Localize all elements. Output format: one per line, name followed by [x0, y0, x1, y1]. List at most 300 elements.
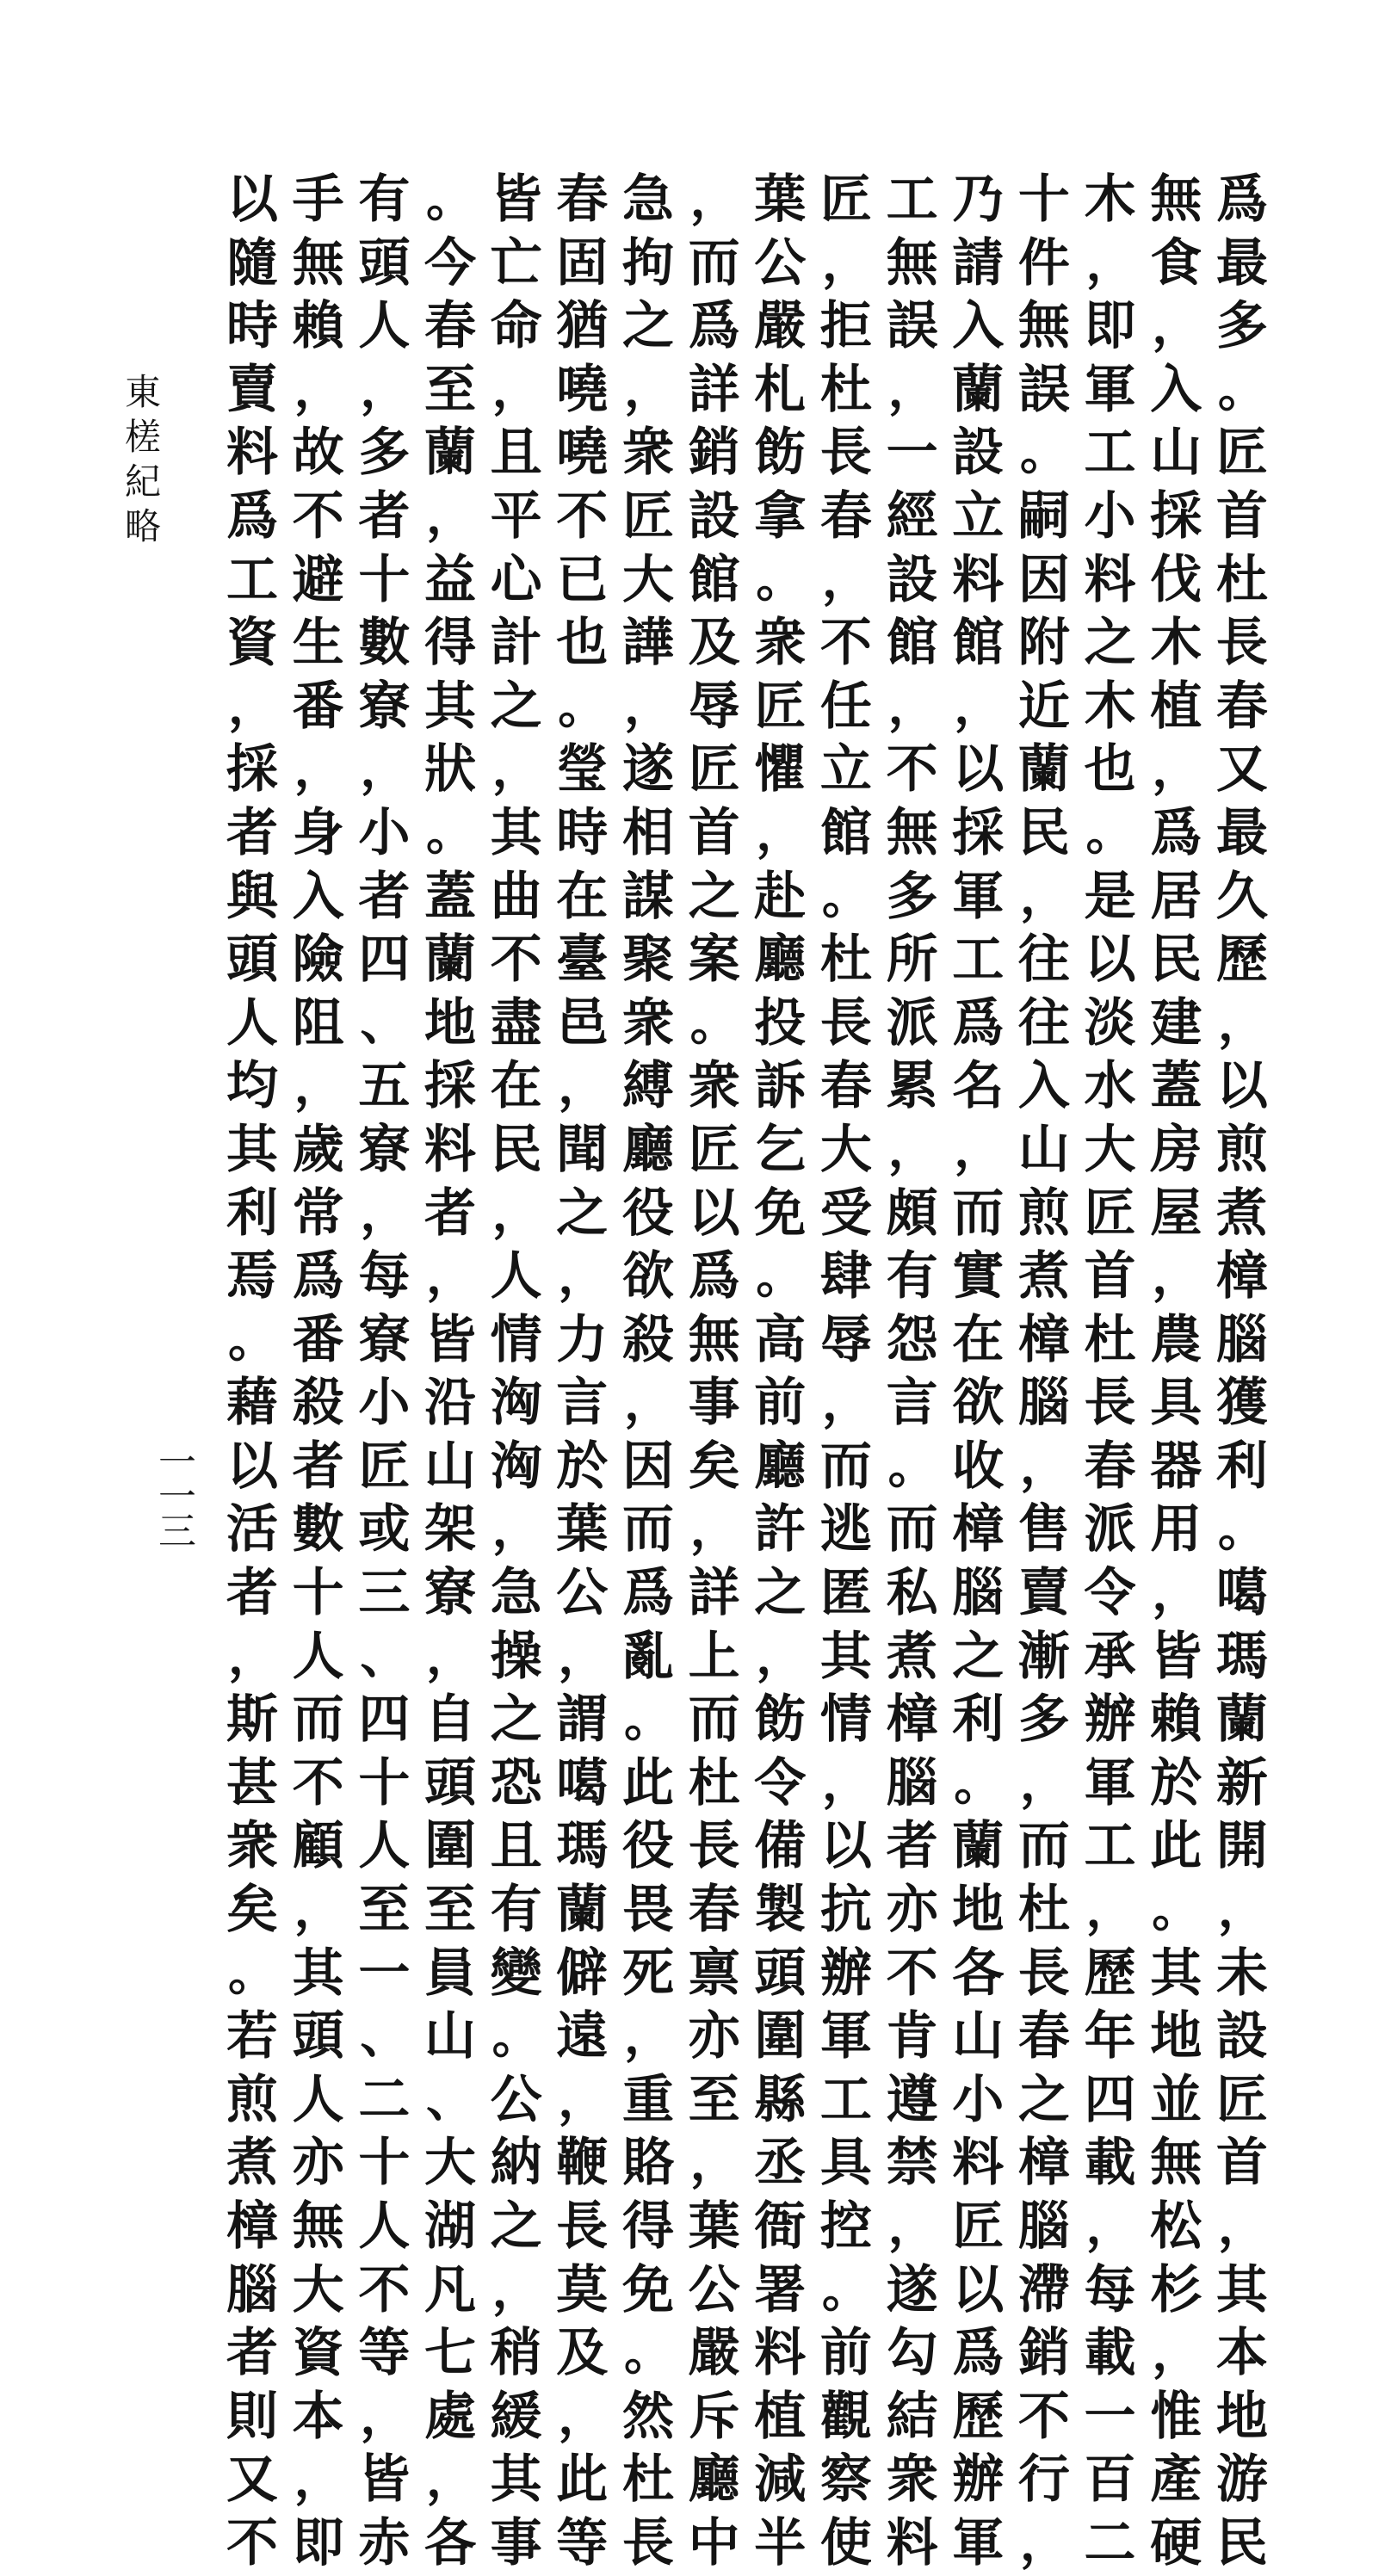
glyph: 嚴 — [754, 296, 807, 357]
glyph: 料 — [1084, 549, 1136, 610]
glyph: 經 — [886, 485, 938, 547]
glyph: 然 — [621, 2386, 674, 2447]
glyph: 故 — [292, 423, 344, 484]
glyph: 器 — [1150, 1436, 1202, 1497]
glyph: 春 — [819, 485, 872, 547]
glyph: 手 — [292, 170, 344, 230]
glyph: 食 — [1150, 232, 1202, 293]
glyph: 寮 — [358, 676, 411, 737]
glyph: 五 — [358, 1056, 411, 1117]
glyph: 。 — [623, 1691, 672, 1749]
glyph: 於 — [556, 1436, 609, 1497]
glyph: 最 — [1215, 232, 1268, 293]
glyph: 。 — [1217, 361, 1266, 418]
glyph: 近 — [1017, 676, 1070, 737]
glyph: 伐 — [1150, 549, 1202, 610]
glyph: ， — [558, 1628, 607, 1685]
glyph: 欲 — [952, 1373, 1005, 1434]
glyph: 軍 — [1084, 359, 1136, 420]
glyph: 工 — [1084, 1816, 1136, 1877]
glyph: ， — [491, 2261, 541, 2319]
glyph: 各 — [423, 2512, 476, 2573]
text-column — [946, 169, 1010, 2573]
glyph: 者 — [423, 1183, 476, 1244]
glyph: 杜 — [621, 2449, 674, 2511]
glyph: 地 — [1150, 2006, 1202, 2067]
glyph: 顧 — [292, 1816, 344, 1877]
glyph: 赤 — [358, 2512, 411, 2573]
glyph: 匠 — [688, 739, 740, 800]
glyph: 杜 — [819, 359, 872, 420]
glyph: 游 — [1215, 2449, 1268, 2511]
glyph: 木 — [1150, 613, 1202, 674]
glyph: 操 — [490, 1626, 542, 1687]
glyph: 於 — [1150, 1752, 1202, 1813]
glyph: 。 — [1217, 1501, 1266, 1559]
glyph: 採 — [952, 802, 1005, 863]
glyph: 誤 — [1017, 359, 1070, 420]
glyph: 略 — [124, 505, 161, 547]
glyph: 人 — [358, 1816, 411, 1877]
glyph: 事 — [688, 1373, 740, 1434]
text-column — [1079, 169, 1142, 2573]
glyph: 稍 — [490, 2323, 542, 2384]
text-column — [550, 169, 614, 2573]
glyph: ， — [756, 1628, 805, 1685]
glyph: 。 — [1085, 804, 1134, 862]
glyph: 計 — [490, 613, 542, 674]
glyph: 三 — [358, 1563, 411, 1624]
glyph: 重 — [621, 2069, 674, 2130]
glyph: 焉 — [226, 1246, 278, 1307]
glyph: 設 — [688, 485, 740, 547]
glyph: 、 — [360, 994, 409, 1052]
glyph: ， — [558, 1248, 607, 1306]
glyph: 頭 — [292, 2006, 344, 2067]
glyph: 嘵 — [556, 423, 609, 484]
glyph: 木 — [1084, 170, 1136, 230]
glyph: 之 — [556, 1183, 609, 1244]
glyph: 者 — [886, 1816, 938, 1877]
glyph: 常 — [292, 1183, 344, 1244]
glyph: 多 — [886, 866, 938, 927]
glyph: 亂 — [621, 1626, 674, 1687]
glyph: 邑 — [556, 992, 609, 1053]
glyph: 煮 — [1017, 1246, 1070, 1307]
glyph: 本 — [292, 2386, 344, 2447]
glyph: 。 — [756, 551, 805, 608]
glyph: ， — [1152, 298, 1201, 355]
glyph: 其 — [490, 802, 542, 863]
glyph: 葉 — [556, 1499, 609, 1560]
glyph: 立 — [819, 739, 872, 800]
glyph: 禀 — [688, 1943, 740, 2004]
running-title — [117, 370, 169, 549]
glyph: 僻 — [556, 1943, 609, 2004]
glyph: ， — [425, 1628, 474, 1685]
glyph: 怨 — [886, 1309, 938, 1370]
glyph: 納 — [490, 2133, 542, 2194]
glyph: 蓋 — [1150, 1056, 1202, 1117]
glyph: 得 — [621, 2196, 674, 2257]
glyph: 其 — [1215, 2259, 1268, 2320]
glyph: 長 — [1215, 613, 1268, 674]
glyph: 曲 — [490, 866, 542, 927]
glyph: 大 — [423, 2133, 476, 2194]
glyph: 。 — [623, 2325, 672, 2382]
glyph: ， — [821, 1754, 870, 1812]
glyph: ， — [294, 2451, 343, 2509]
glyph: ， — [558, 2071, 607, 2128]
glyph: 東 — [124, 371, 161, 413]
glyph: 頭 — [754, 1943, 807, 2004]
glyph: 煎 — [1017, 1183, 1070, 1244]
glyph: 煎 — [226, 2069, 278, 2130]
glyph: 以 — [1215, 1056, 1268, 1117]
glyph: 逃 — [819, 1499, 872, 1560]
glyph: 春 — [688, 1880, 740, 1941]
glyph: 之 — [688, 866, 740, 927]
glyph: 死 — [621, 1943, 674, 2004]
glyph: 瑪 — [1215, 1626, 1268, 1687]
glyph: 收 — [952, 1436, 1005, 1497]
glyph: 四 — [358, 930, 411, 991]
text-column — [287, 169, 350, 2573]
glyph: 身 — [292, 802, 344, 863]
glyph: 投 — [754, 992, 807, 1053]
text-column — [485, 169, 548, 2573]
glyph: 遵 — [886, 2069, 938, 2130]
text-column — [1210, 169, 1274, 2573]
glyph: 架 — [423, 1499, 476, 1560]
glyph: ， — [887, 677, 937, 735]
glyph: 松 — [1150, 2196, 1202, 2257]
glyph: 首 — [1215, 485, 1268, 547]
glyph: ， — [1019, 1754, 1068, 1812]
glyph: 辦 — [819, 1943, 872, 2004]
glyph: 春 — [1215, 676, 1268, 737]
glyph: 軍 — [819, 2006, 872, 2067]
glyph: 誤 — [886, 296, 938, 357]
glyph: 寮 — [358, 1119, 411, 1180]
glyph: 行 — [1017, 2449, 1070, 2511]
text-column — [748, 169, 812, 2573]
glyph: 謀 — [621, 866, 674, 927]
glyph: 爲 — [1150, 802, 1202, 863]
glyph: 此 — [621, 1752, 674, 1813]
glyph: 杜 — [819, 930, 872, 991]
glyph: 爲 — [1215, 170, 1268, 230]
glyph: ， — [294, 361, 343, 418]
glyph: 沿 — [423, 1373, 476, 1434]
glyph: ， — [1152, 1565, 1201, 1622]
glyph: 至 — [423, 1880, 476, 1941]
glyph: 葉 — [688, 2196, 740, 2257]
glyph: 多 — [1017, 1690, 1070, 1751]
glyph: 售 — [1017, 1499, 1070, 1560]
glyph: 禁 — [886, 2133, 938, 2194]
glyph: 無 — [688, 1309, 740, 1370]
glyph: 其 — [292, 1943, 344, 2004]
glyph: 樟 — [1017, 1309, 1070, 1370]
glyph: ， — [623, 2008, 672, 2066]
glyph: 館 — [952, 613, 1005, 674]
glyph: ， — [887, 2198, 937, 2255]
glyph: 長 — [688, 1816, 740, 1877]
glyph: 而 — [688, 1690, 740, 1751]
glyph: 長 — [819, 423, 872, 484]
glyph: 抗 — [819, 1880, 872, 1941]
glyph: 亡 — [490, 232, 542, 293]
glyph: 匠 — [819, 170, 872, 230]
glyph: 煎 — [1215, 1119, 1268, 1180]
glyph: 噶 — [1215, 1563, 1268, 1624]
glyph: 公 — [688, 2259, 740, 2320]
glyph: ， — [821, 234, 870, 292]
glyph: 洶 — [490, 1436, 542, 1497]
glyph: 煮 — [1215, 1183, 1268, 1244]
glyph: 本 — [1215, 2323, 1268, 2384]
glyph: 詳 — [688, 1563, 740, 1624]
glyph: ， — [1019, 868, 1068, 925]
glyph: 每 — [358, 1246, 411, 1307]
glyph: 大 — [292, 2259, 344, 2320]
glyph: 矣 — [688, 1436, 740, 1497]
glyph: 年 — [1084, 2006, 1136, 2067]
glyph: 軍 — [952, 866, 1005, 927]
glyph: 者 — [292, 1436, 344, 1497]
glyph: 減 — [754, 2449, 807, 2511]
glyph: 蘭 — [423, 423, 476, 484]
vertical-text-block — [220, 169, 1274, 2573]
glyph: ， — [294, 1058, 343, 1115]
glyph: 殺 — [292, 1373, 344, 1434]
glyph: 皆 — [1150, 1626, 1202, 1687]
glyph: 一 — [886, 423, 938, 484]
glyph: 亦 — [688, 2006, 740, 2067]
glyph: 洶 — [490, 1373, 542, 1434]
glyph: 有 — [886, 1246, 938, 1307]
glyph: 。 — [887, 1437, 937, 1495]
glyph: 勾 — [886, 2323, 938, 2384]
glyph: 至 — [423, 359, 476, 420]
glyph: 公 — [556, 1563, 609, 1624]
glyph: 杜 — [1084, 1309, 1136, 1370]
glyph: 蘭 — [423, 930, 476, 991]
glyph: 植 — [754, 2386, 807, 2447]
glyph: 譁 — [621, 613, 674, 674]
glyph: 樟 — [886, 1690, 938, 1751]
glyph: 活 — [226, 1499, 278, 1560]
glyph: ， — [294, 1881, 343, 1939]
glyph: 屋 — [1150, 1183, 1202, 1244]
glyph: 十 — [1017, 170, 1070, 230]
glyph: 言 — [556, 1373, 609, 1434]
glyph: 平 — [490, 485, 542, 547]
glyph: 聞 — [556, 1119, 609, 1180]
glyph: 匠 — [754, 676, 807, 737]
glyph: 蘭 — [1215, 1690, 1268, 1751]
glyph: 不 — [358, 2259, 411, 2320]
glyph: 首 — [688, 802, 740, 863]
glyph: 又 — [1215, 739, 1268, 800]
glyph: 地 — [423, 992, 476, 1053]
glyph: 其 — [490, 2449, 542, 2511]
glyph: 而 — [621, 1499, 674, 1560]
glyph: 自 — [423, 1690, 476, 1751]
glyph: 嚴 — [688, 2323, 740, 2384]
glyph: 銷 — [1017, 2323, 1070, 2384]
glyph: ， — [491, 1184, 541, 1242]
glyph: 樟 — [226, 2196, 278, 2257]
glyph: 地 — [952, 1880, 1005, 1941]
glyph: 命 — [490, 296, 542, 357]
glyph: ， — [756, 804, 805, 862]
glyph: 。 — [821, 868, 870, 925]
glyph: 大 — [1084, 1119, 1136, 1180]
glyph: 拿 — [754, 485, 807, 547]
glyph: 也 — [556, 613, 609, 674]
glyph: 免 — [621, 2259, 674, 2320]
glyph: 立 — [952, 485, 1005, 547]
glyph: ， — [558, 2388, 607, 2445]
glyph: 樟 — [952, 1499, 1005, 1560]
text-column — [1012, 169, 1076, 2572]
glyph: 其 — [226, 1119, 278, 1180]
glyph: 工 — [886, 170, 938, 230]
glyph: ， — [623, 677, 672, 735]
glyph: 許 — [754, 1499, 807, 1560]
glyph: 工 — [819, 2069, 872, 2130]
glyph: 謂 — [556, 1690, 609, 1751]
glyph: 鞭 — [556, 2133, 609, 2194]
glyph: 軍 — [952, 2512, 1005, 2573]
glyph: 小 — [1084, 485, 1136, 547]
glyph: 之 — [754, 1563, 807, 1624]
glyph: 控 — [819, 2196, 872, 2257]
glyph: 者 — [226, 802, 278, 863]
glyph: 腦 — [1017, 1373, 1070, 1434]
glyph: 而 — [292, 1690, 344, 1751]
glyph: 若 — [226, 2006, 278, 2067]
glyph: 即 — [292, 2512, 344, 2573]
glyph: 未 — [1215, 1943, 1268, 2004]
glyph: 阻 — [292, 992, 344, 1053]
glyph: 葉 — [754, 170, 807, 230]
glyph: 。 — [689, 994, 739, 1052]
glyph: 首 — [1084, 1246, 1136, 1307]
glyph: 工 — [226, 549, 278, 610]
glyph: 心 — [490, 549, 542, 610]
glyph: 以 — [1084, 930, 1136, 991]
glyph: 、 — [360, 1628, 409, 1685]
glyph: 番 — [292, 676, 344, 737]
glyph: 民 — [1150, 930, 1202, 991]
glyph: 以 — [952, 739, 1005, 800]
glyph: 番 — [292, 1309, 344, 1370]
glyph: 所 — [886, 930, 938, 991]
glyph: 者 — [226, 2323, 278, 2384]
glyph: 數 — [292, 1499, 344, 1560]
glyph: 半 — [754, 2512, 807, 2573]
glyph: 等 — [358, 2323, 411, 2384]
text-column — [616, 169, 680, 2573]
glyph: ， — [360, 2388, 409, 2445]
glyph: 役 — [621, 1816, 674, 1877]
glyph: 受 — [819, 1183, 872, 1244]
glyph: 案 — [688, 930, 740, 991]
glyph: 時 — [556, 802, 609, 863]
glyph: ， — [887, 1121, 937, 1178]
glyph: 十 — [292, 1563, 344, 1624]
glyph: 遂 — [886, 2259, 938, 2320]
glyph: 即 — [1084, 296, 1136, 357]
glyph: ， — [623, 361, 672, 418]
glyph: 使 — [819, 2512, 872, 2573]
glyph: 杜 — [688, 1752, 740, 1813]
glyph: 歷 — [1084, 1943, 1136, 2004]
glyph: 乞 — [754, 1119, 807, 1180]
glyph: 與 — [226, 866, 278, 927]
glyph: 急 — [490, 1563, 542, 1624]
page-number — [151, 1441, 203, 1554]
text-column — [683, 169, 746, 2573]
glyph: 資 — [292, 2323, 344, 2384]
glyph: 用 — [1150, 1499, 1202, 1560]
glyph: 賴 — [1150, 1690, 1202, 1751]
glyph: 是 — [1084, 866, 1136, 927]
glyph: 之 — [490, 676, 542, 737]
glyph: 頭 — [423, 1752, 476, 1813]
glyph: 爲 — [952, 2323, 1005, 2384]
glyph: 附 — [1017, 613, 1070, 674]
glyph: 私 — [886, 1563, 938, 1624]
glyph: 肆 — [819, 1246, 872, 1307]
glyph: 凡 — [423, 2259, 476, 2320]
glyph: 至 — [688, 2069, 740, 2130]
glyph: 派 — [886, 992, 938, 1053]
glyph: 採 — [423, 1056, 476, 1117]
glyph: 人 — [358, 296, 411, 357]
glyph: 蘭 — [952, 359, 1005, 420]
glyph: 此 — [1150, 1816, 1202, 1877]
glyph: 一 — [158, 1475, 196, 1519]
text-column — [814, 169, 878, 2573]
glyph: 緩 — [490, 2386, 542, 2447]
glyph: 。 — [821, 2261, 870, 2319]
glyph: 爲 — [226, 485, 278, 547]
glyph: ， — [228, 677, 276, 735]
glyph: 莫 — [556, 2259, 609, 2320]
glyph: 軍 — [1084, 1752, 1136, 1813]
glyph: 久 — [1215, 866, 1268, 927]
glyph: 、 — [360, 2008, 409, 2066]
glyph: 頭 — [226, 930, 278, 991]
glyph: 矣 — [226, 1880, 278, 1941]
glyph: 不 — [886, 739, 938, 800]
glyph: 備 — [754, 1816, 807, 1877]
glyph: 春 — [556, 170, 609, 230]
glyph: 變 — [490, 1943, 542, 2004]
glyph: 匠 — [621, 485, 674, 547]
glyph: 在 — [490, 1056, 542, 1117]
glyph: 情 — [490, 1309, 542, 1370]
glyph: 。 — [954, 1754, 1003, 1812]
glyph: 斯 — [226, 1690, 278, 1751]
glyph: 欲 — [621, 1246, 674, 1307]
glyph: 請 — [952, 232, 1005, 293]
glyph: 者 — [358, 866, 411, 927]
